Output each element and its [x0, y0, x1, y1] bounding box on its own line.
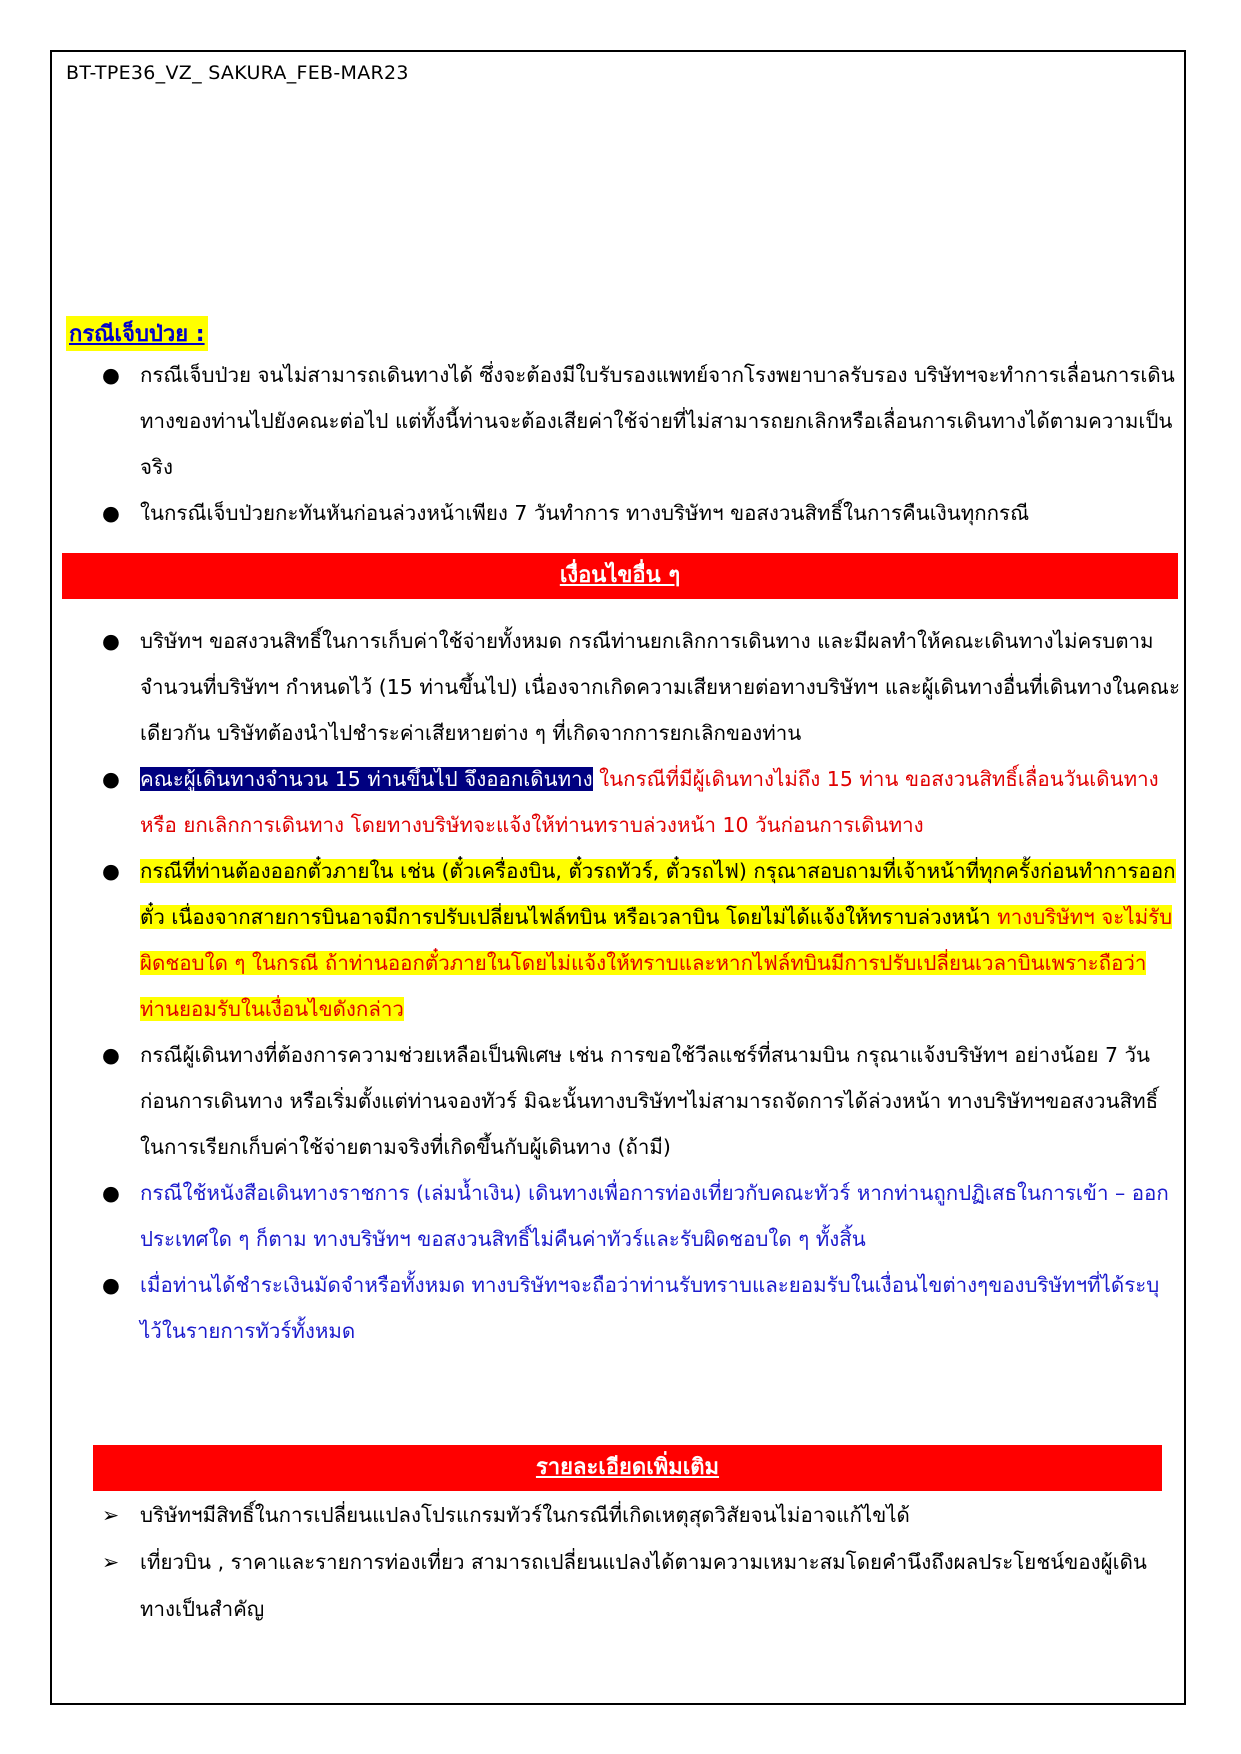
minimum-group-text: ในกรณีที่มีผู้เดินทางไม่ถึง 15 ท่าน ขอสงวนสิทธิ์เลื่อนวันเดินทาง หรือ ยกเลิกการเดินทาง โดยทางบริษัทจะแจ้งให้ท่านทราบล่วงหน้า 10 วันก่อนการเดินทาง	[140, 767, 1159, 837]
bullet-icon: ●	[102, 1181, 120, 1205]
bullet-icon: ●	[102, 1043, 120, 1067]
illness-item-text: กรณีเจ็บป่วย จนไม่สามารถเดินทางได้ ซึ่งจะต้องมีใบรับรองแพทย์จากโรงพยาบาลรับรอง บริษัทฯจะทำการเลื่อนการเดินทางของท่านไปยังคณะต่อไป แต่ทั้งนี้ท่านจะต้องเสียค่าใช้จ่ายที่ไม่สามารถยกเลิกหรือเลื่อนการเดินทางได้ตามความเป็นจริง	[140, 363, 1175, 479]
list-item	[100, 1539, 1180, 1633]
bullet-icon: ●	[102, 767, 120, 791]
arrow-bullet-icon: ➢	[102, 1550, 120, 1574]
document-code: BT-TPE36_VZ_ SAKURA_FEB-MAR23	[66, 62, 409, 84]
list-item	[100, 1492, 1180, 1539]
illness-section-heading: กรณีเจ็บป่วย :	[66, 316, 208, 351]
official-passport-text: กรณีใช้หนังสือเดินทางราชการ (เล่มน้ำเงิน) เดินทางเพื่อการท่องเที่ยวกับคณะทัวร์ หากท่านถูกปฏิเสธในการเข้า – ออกประเทศใด ๆ ก็ตาม ทางบริษัทฯ ขอสงวนสิทธิ์ไม่คืนค่าทัวร์และรับผิดชอบใด ๆ ทั้งสิ้น	[140, 1181, 1169, 1251]
illness-item-text: ในกรณีเจ็บป่วยกะทันหันก่อนล่วงหน้าเพียง 7 วันทำการ ทางบริษัทฯ ขอสงวนสิทธิ์ในการคืนเงินทุกกรณี	[140, 501, 1030, 525]
bullet-icon: ●	[102, 501, 120, 525]
other-conditions-heading: เงื่อนไขอื่น ๆ	[559, 563, 681, 588]
bullet-icon: ●	[102, 859, 120, 883]
detail-text: บริษัทฯมีสิทธิ์ในการเปลี่ยนแปลงโปรแกรมทัวร์ในกรณีที่เกิดเหตุสุดวิสัยจนไม่อาจแก้ไขได้	[140, 1503, 910, 1527]
additional-details-heading: รายละเอียดเพิ่มเติม	[535, 1455, 720, 1480]
bullet-icon: ●	[102, 363, 120, 387]
domestic-ticket-text: กรณีที่ท่านต้องออกตั๋วภายใน เช่น (ตั๋วเครื่องบิน, ตั๋วรถทัวร์, ตั๋วรถไฟ) กรุณาสอบถามที่เจ้าหน้าที่ทุกครั้งก่อนทำการออกตั๋ว เนื่องจากสายการบินอาจมีการปรับเปลี่ยนไฟล์ทบิน หรือเวลาบิน โดยไม่ได้แจ้งให้ทราบล่วงหน้า	[140, 859, 1176, 929]
condition-text: บริษัทฯ ขอสงวนสิทธิ์ในการเก็บค่าใช้จ่ายทั้งหมด กรณีท่านยกเลิกการเดินทาง และมีผลทำให้คณะเดินทางไม่ครบตามจำนวนที่บริษัทฯ กำหนดไว้ (15 ท่านขึ้นไป) เนื่องจากเกิดความเสียหายต่อทางบริษัทฯ และผู้เดินทางอื่นที่เดินทางในคณะเดียวกัน บริษัทต้องนำไปชำระค่าเสียหายต่าง ๆ ที่เกิดจากการยกเลิกของท่าน	[140, 629, 1180, 745]
bullet-icon: ●	[102, 629, 120, 653]
list-item	[100, 352, 1180, 490]
other-conditions-list	[100, 618, 1180, 1354]
other-conditions-banner	[62, 553, 1178, 599]
arrow-bullet-icon: ➢	[102, 1503, 120, 1527]
special-assistance-text: กรณีผู้เดินทางที่ต้องการความช่วยเหลือเป็นพิเศษ เช่น การขอใช้วีลแชร์ที่สนามบิน กรุณาแจ้งบริษัทฯ อย่างน้อย 7 วันก่อนการเดินทาง หรือเริ่มตั้งแต่ท่านจองทัวร์ มิฉะนั้นทางบริษัทฯไม่สามารถจัดการได้ล่วงหน้า ทางบริษัทฯขอสงวนสิทธิ์ในการเรียกเก็บค่าใช้จ่ายตามจริงที่เกิดขึ้นกับผู้เดินทาง (ถ้ามี)	[140, 1043, 1159, 1159]
list-item	[100, 1032, 1180, 1170]
list-item	[100, 490, 1180, 536]
list-item	[100, 756, 1180, 848]
additional-details-banner	[93, 1445, 1162, 1491]
detail-text: เที่ยวบิน , ราคาและรายการท่องเที่ยว สามารถเปลี่ยนแปลงได้ตามความเหมาะสมโดยคำนึงถึงผลประโยชน์ของผู้เดินทางเป็นสำคัญ	[140, 1550, 1147, 1621]
payment-acceptance-text: เมื่อท่านได้ชำระเงินมัดจำหรือทั้งหมด ทางบริษัทฯจะถือว่าท่านรับทราบและยอมรับในเงื่อนไขต่างๆของบริษัทฯที่ได้ระบุไว้ในรายการทัวร์ทั้งหมด	[140, 1273, 1160, 1343]
bullet-icon: ●	[102, 1273, 120, 1297]
domestic-ticket-warning: ทางบริษัทฯ จะไม่รับผิดชอบใด ๆ ในกรณี ถ้าท่านออกตั๋วภายในโดยไม่แจ้งให้ทราบและหากไฟล์ทบินมีการปรับเปลี่ยนเวลาบินเพราะถือว่าท่านยอมรับในเงื่อนไขดังกล่าว	[140, 905, 1173, 1021]
additional-details-list	[100, 1492, 1180, 1633]
list-item	[100, 1262, 1180, 1354]
illness-list	[100, 352, 1180, 536]
list-item	[100, 1170, 1180, 1262]
list-item	[100, 848, 1180, 1032]
minimum-group-highlight: คณะผู้เดินทางจำนวน 15 ท่านขึ้นไป จึงออกเดินทาง	[140, 767, 593, 791]
list-item	[100, 618, 1180, 756]
